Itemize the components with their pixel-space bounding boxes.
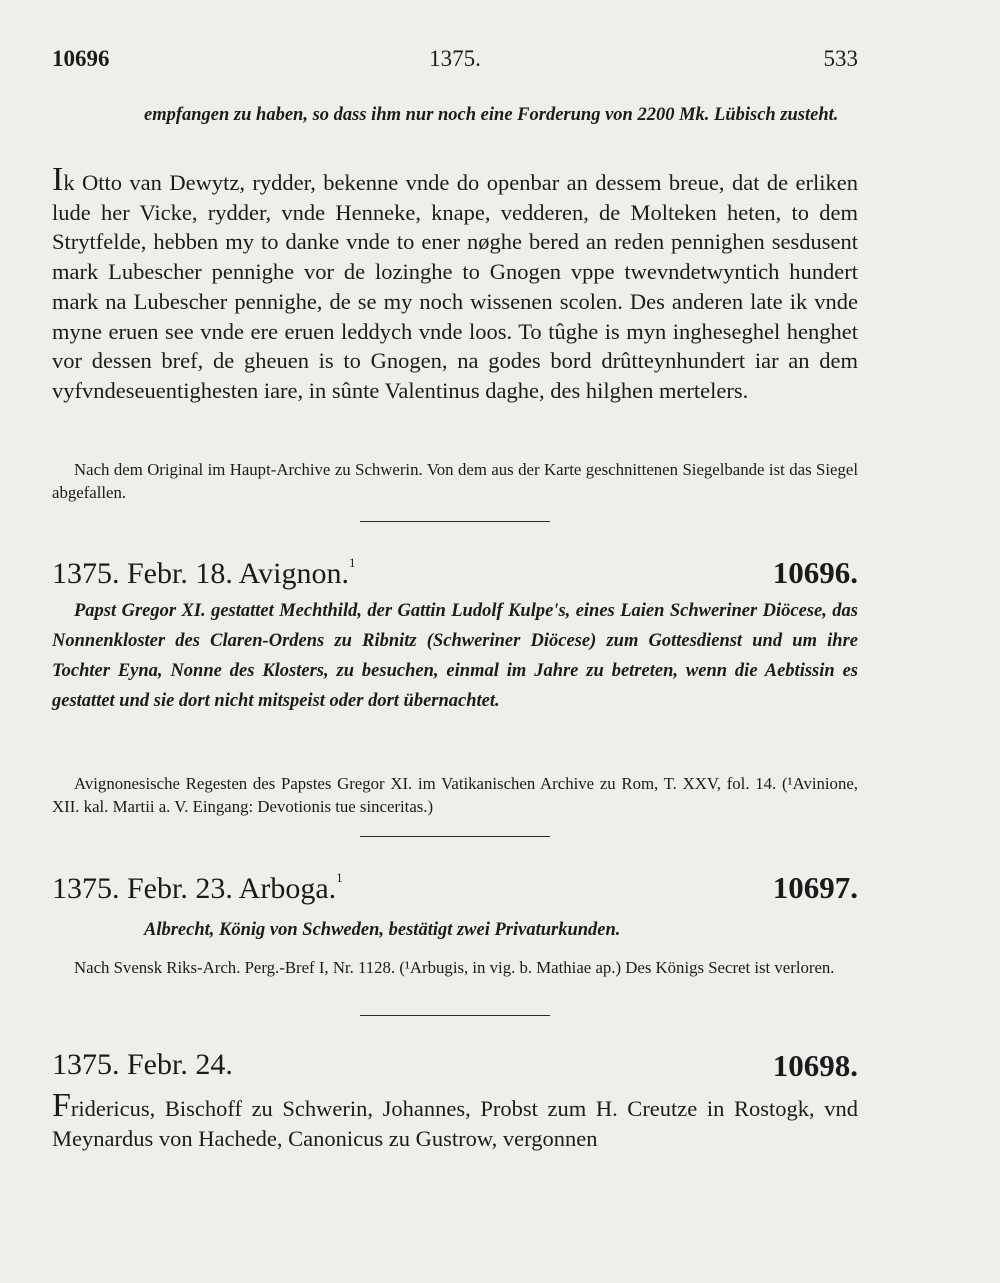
footnote-mark: 1 [336,870,343,885]
section-divider [360,836,550,837]
prev-entry-text [52,161,858,406]
entry-number: 10697. [772,870,858,905]
prev-entry-summary-end: empfangen zu haben, so dass ihm nur noch eine Forderung von 2200 Mk. Lübisch zusteht. [144,105,839,125]
entry-date: 1375. Febr. 18. Avignon. [52,557,349,590]
entry-summary-10697: Albrecht, König von Schweden, bestätigt zwei Privaturkunden. [144,920,621,940]
prev-entry-archive-note: Nach dem Original im Haupt-Archive zu Schwerin. Von dem aus der Karte geschnittenen Siegelbande ist das Siegel abgefallen. [52,460,858,502]
page-number: 533 [823,46,858,71]
entry-text-body: ridericus, Bischoff zu Schwerin, Johannes, Probst zum H. Creutze in Rostogk, vnd Meynardus von Hachede, Canonicus zu Gustrow, vergonnen [52,1096,858,1151]
drop-cap-initial: I [52,161,64,198]
page-header [52,46,858,80]
entry-note-10696: Avignonesische Regesten des Papstes Gregor XI. im Vatikanischen Archive zu Rom, T. XXV, fol. 14. (¹Avinione, XII. kal. Martii a. V. Eingang: Devotionis tue sinceritas.) [52,774,858,816]
entry-text-10698 [52,1087,858,1153]
entry-number: 10698. [772,1048,858,1083]
prev-entry-text-body: k Otto van Dewytz, rydder, bekenne vnde do openbar an dessem breue, dat de erliken lude her Vicke, rydder, vnde Henneke, knape, vedderen, de Molteken heten, to dem Strytfelde, hebben my to danke vnde to ener nøghe bered an reden pennighen sesdusent mark Lubescher pennighe vor de lozinghe to Gnogen vppe twevndetwyntich hundert mark na Lubescher pennighe, de se my noch wissenen scolen. Des anderen late ik vnde myne eruen see vnde ere eruen leddych vnde loos. To tûghe is myn ingheseghel henghet vor dessen bref, de gheuen is to Gnogen, na godes bord drûtteynhundert iar an dem vyfvndeseuentighesten iare, in sûnte Valentinus daghe, des hilghen mertelers. [52,170,858,403]
section-divider [360,521,550,522]
running-entry-number: 10696 [52,46,110,71]
entry-heading-10697 [52,870,858,912]
running-year: 1375. [429,46,481,71]
entry-note-10697: Nach Svensk Riks-Arch. Perg.-Bref I, Nr. 1128. (¹Arbugis, in vig. b. Mathiae ap.) Des Königs Secret ist verloren. [74,958,835,977]
entry-summary-10696: Papst Gregor XI. gestattet Mechthild, der Gattin Ludolf Kulpe's, eines Laien Schweriner Diöcese, das Nonnenkloster des Claren-Ordens zu Ribnitz (Schweriner Diöcese) zum Gottesdienst und um ihre Tochter Eyna, Nonne des Klosters, zu besuchen, einmal im Jahre zu betreten, wenn die Aebtissin es gestattet und sie dort nicht mitspeist oder dort übernachtet. [52,601,858,711]
entry-heading-10696 [52,555,858,597]
entry-number: 10696. [772,555,858,590]
footnote-mark: 1 [348,555,356,570]
section-divider [360,1015,550,1016]
entry-heading-10698 [52,1048,858,1090]
drop-cap-initial: F [52,1087,71,1124]
entry-date: 1375. Febr. 24. [52,1048,233,1081]
entry-date: 1375. Febr. 23. Arboga. [52,872,337,905]
